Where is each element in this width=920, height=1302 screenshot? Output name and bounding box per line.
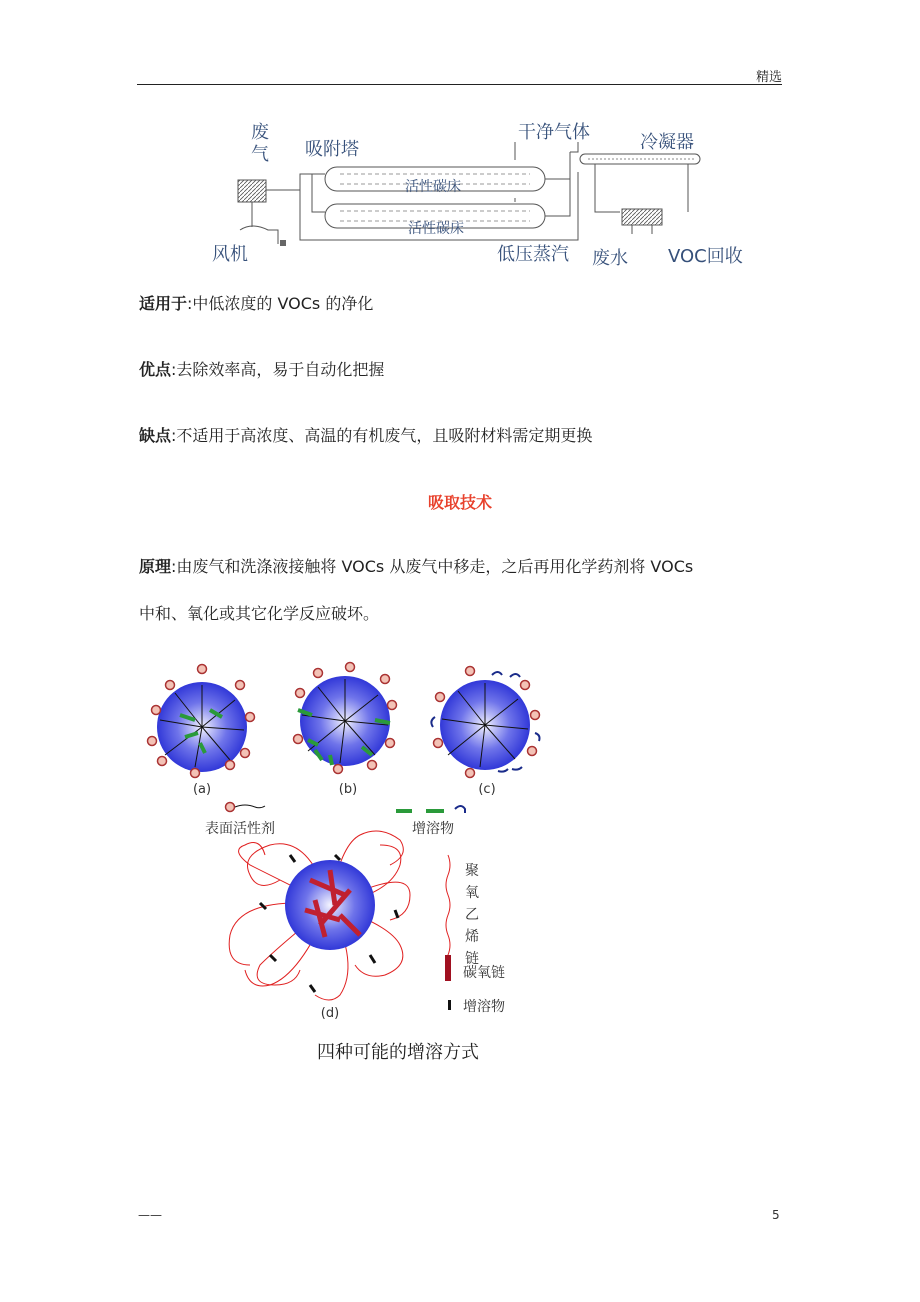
label-tower: 吸附塔 xyxy=(305,139,359,160)
label-a: (a) xyxy=(192,782,212,797)
applicable-paragraph xyxy=(139,294,373,314)
micelle-d xyxy=(229,831,410,1000)
diagram-caption: 四种可能的增溶方式 xyxy=(317,1042,479,1063)
label-b: (b) xyxy=(338,782,358,797)
pros-text: :去除效率高，易于自动化把握 xyxy=(171,360,385,379)
header-label: 精选 xyxy=(755,70,782,85)
label-fan: 风机 xyxy=(212,244,248,265)
label-c: (c) xyxy=(478,782,496,797)
legend-peo-1: 聚 xyxy=(465,863,479,879)
carbon-chain-legend-icon xyxy=(445,955,451,981)
label-steam: 低压蒸汽 xyxy=(497,244,569,265)
cons-paragraph xyxy=(139,426,592,446)
legend-peo-2: 氧 xyxy=(465,885,479,901)
label-waste-gas-1: 废 xyxy=(251,122,269,143)
label-d: (d) xyxy=(320,1006,340,1021)
page-number: 5 xyxy=(772,1208,780,1222)
label-clean-gas: 干净气体 xyxy=(518,122,590,143)
principle-label: 原理 xyxy=(139,557,172,576)
label-waste-gas-2: 气 xyxy=(251,144,269,165)
legend-carbon-chain: 碳氧链 xyxy=(463,965,505,981)
solubilizer-bottom-legend-icon xyxy=(448,1000,451,1010)
legend-surfactant: 表面活性剂 xyxy=(205,821,275,837)
pros-label: 优点 xyxy=(139,360,172,379)
solubilization-diagram xyxy=(140,655,560,1075)
fan-filter-box xyxy=(238,180,266,202)
separator-box xyxy=(622,209,662,225)
legend-peo-3: 乙 xyxy=(465,907,479,923)
pros-paragraph xyxy=(139,360,384,380)
applicable-text: :中低浓度的 VOCs 的净化 xyxy=(187,294,374,313)
principle-text-1: :由废气和洗涤液接触将 VOCs 从废气中移走，之后再用化学药剂将 VOCs xyxy=(171,557,694,576)
cons-label: 缺点 xyxy=(139,426,172,445)
cons-text: :不适用于高浓度、高温的有机废气，且吸附材料需定期更换 xyxy=(171,426,593,445)
principle-line2: 中和、氧化或其它化学反应破坏。 xyxy=(139,604,380,623)
legend-peo-5: 链 xyxy=(465,951,479,967)
page-header xyxy=(137,66,782,85)
label-condenser: 冷凝器 xyxy=(640,132,694,153)
label-voc-recovery: VOC回收 xyxy=(668,246,743,267)
legend-solubilizer-bottom: 增溶物 xyxy=(463,999,505,1015)
micelle-b xyxy=(294,663,397,774)
micelle-a xyxy=(148,665,255,778)
section-title: 吸取技术 xyxy=(427,493,492,512)
principle-line1 xyxy=(139,557,693,577)
micelle-c xyxy=(431,667,539,778)
legend-peo-4: 烯 xyxy=(465,929,479,945)
surfactant-legend-icon xyxy=(226,803,235,812)
adsorption-process-diagram xyxy=(200,112,760,277)
applicable-label: 适用于 xyxy=(139,294,188,313)
footer-left: —— xyxy=(138,1208,162,1222)
label-waste-water: 废水 xyxy=(592,248,628,269)
label-carbon-bed-bottom: 活性碳床 xyxy=(408,221,464,237)
legend-solubilizer-top: 增溶物 xyxy=(412,821,454,837)
label-carbon-bed-top: 活性碳床 xyxy=(405,179,461,195)
